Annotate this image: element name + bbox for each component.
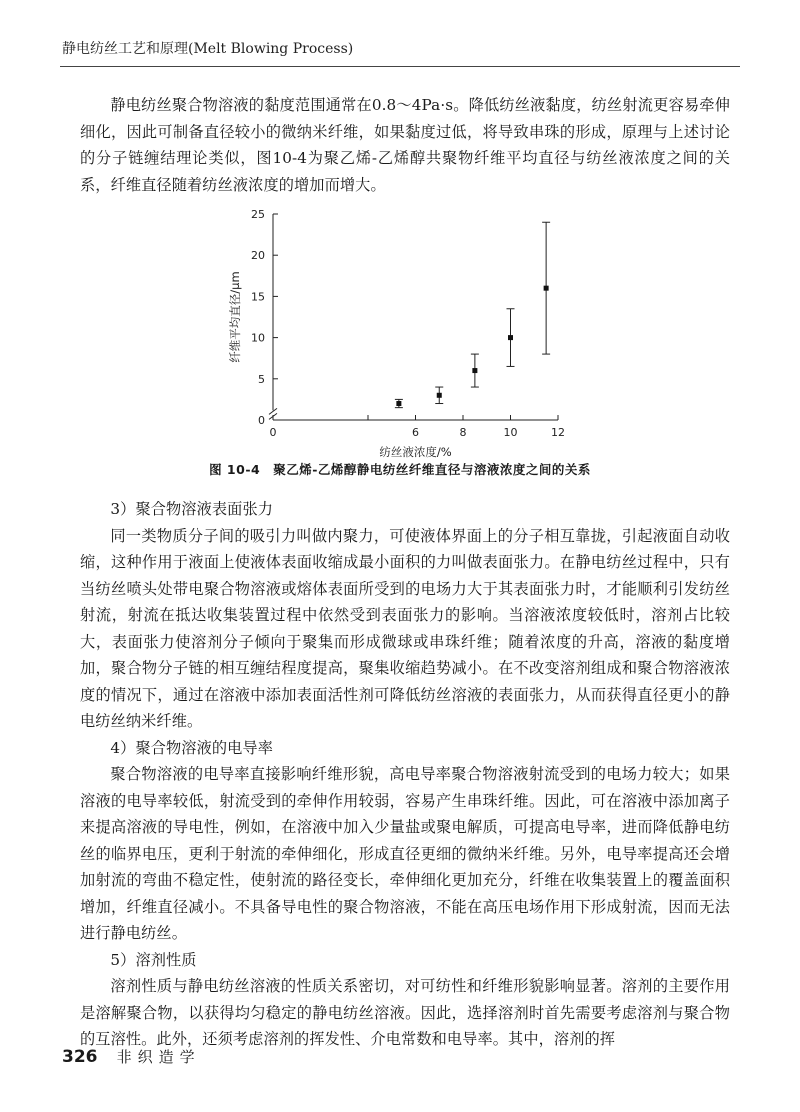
x-tick-label: 6: [412, 426, 419, 439]
y-tick-label: 5: [258, 372, 265, 386]
section-heading-conductivity: 4）聚合物溶液的电导率: [110, 738, 274, 757]
page-footer: [62, 1046, 201, 1067]
sections: [80, 496, 730, 1053]
section-paragraph-solvent: 溶剂性质与静电纺丝溶液的性质关系密切，对可纺性和纤维形貌影响显著。溶剂的主要作用是溶解聚合物，以获得均匀稳定的静电纺丝溶液。因此，选择溶剂时首先需要考虑溶剂与聚合物的互溶性。此外，还须考虑溶剂的挥发性、介电常数和电导率。其中，溶剂的挥: [80, 977, 730, 1048]
figure-10-4: [200, 200, 600, 490]
intro-paragraph: 静电纺丝聚合物溶液的黏度范围通常在0.8～4Pa·s。降低纺丝液黏度，纺丝射流更容易牵伸细化，因此可制备直径较小的微纳米纤维，如果黏度过低，将导致串珠的形成，原理与上述讨论的分子链缠结理论类似，图10-4为聚乙烯-乙烯醇共聚物纤维平均直径与纺丝液浓度之间的关系，纤维直径随着纺丝液浓度的增加而增大。: [80, 96, 730, 194]
section-heading-surface-tension: 3）聚合物溶液表面张力: [110, 500, 274, 518]
page-number: 326: [62, 1047, 98, 1067]
y-tick-label: 0: [258, 414, 265, 427]
diameter-concentration-chart: [200, 200, 600, 460]
y-tick-label: 15: [251, 290, 265, 304]
data-point: [542, 222, 550, 354]
point-marker: [437, 393, 442, 398]
data-point: [471, 354, 479, 387]
point-marker: [396, 401, 401, 406]
x-axis-label: 纺丝液浓度/%: [379, 445, 452, 459]
y-tick-label: 20: [251, 249, 265, 263]
running-header: 静电纺丝工艺和原理(Melt Blowing Process): [62, 41, 354, 57]
data-point: [395, 399, 403, 407]
section-paragraph-conductivity: 聚合物溶液的电导率直接影响纤维形貌，高电导率聚合物溶液射流受到的电场力较大；如果溶液的电导率较低，射流受到的牵伸作用较弱，容易产生串珠纤维。因此，可在溶液中添加离子来提高溶液的导电性，例如，在溶液中加入少量盐或聚电解质，可提高电导率，进而降低静电纺丝的临界电压，更利于射流的牵伸细化，形成直径更细的微纳米纤维。另外，电导率提高还会增加射流的弯曲不稳定性，使射流的路径变长，牵伸细化更加充分，纤维在收集装置上的覆盖面积增加，纤维直径减小。不具备导电性的聚合物溶液，不能在高压电场作用下形成射流，因而无法进行静电纺丝。: [80, 765, 730, 942]
x-tick-label: 0: [269, 426, 277, 439]
figure-caption: 图 10-4 聚乙烯-乙烯醇静电纺丝纤维直径与溶液浓度之间的关系: [209, 462, 591, 477]
x-tick-label: 12: [551, 426, 565, 439]
header-rule: [60, 66, 740, 67]
y-tick-label: 25: [251, 208, 265, 221]
y-tick-label: 10: [251, 331, 265, 345]
section-paragraph-surface-tension: 同一类物质分子间的吸引力叫做内聚力，可使液体界面上的分子相互靠拢，引起液面自动收缩，这种作用于液面上使液体表面收缩成最小面积的力叫做表面张力。在静电纺丝过程中，只有当纺丝喷头处带电聚合物溶液或熔体表面所受到的电场力大于其表面张力时，才能顺利引发纺丝射流，射流在抵达收集装置过程中依然受到表面张力的影响。当溶液浓度较低时，溶剂占比较大，表面张力使溶剂分子倾向于聚集而形成微球或串珠纤维；随着浓度的升高，溶液的黏度增加，聚合物分子链的相互缠结程度提高，聚集收缩趋势减小。在不改变溶剂组成和聚合物溶液浓度的情况下，通过在溶液中添加表面活性剂可降低纺丝溶液的表面张力，从而获得直径更小的静电纺丝纳米纤维。: [80, 526, 730, 730]
point-marker: [508, 335, 513, 340]
data-point: [507, 309, 515, 367]
data-point: [435, 387, 443, 403]
intro-section: [80, 92, 730, 198]
point-marker: [472, 368, 477, 373]
point-marker: [544, 286, 549, 291]
x-tick-label: 8: [459, 426, 467, 439]
section-heading-solvent: 5）溶剂性质: [110, 950, 197, 969]
y-axis-label: 纤维平均直径/μm: [228, 271, 242, 363]
x-tick-label: 10: [503, 426, 518, 439]
book-title: 非织造学: [116, 1048, 201, 1066]
